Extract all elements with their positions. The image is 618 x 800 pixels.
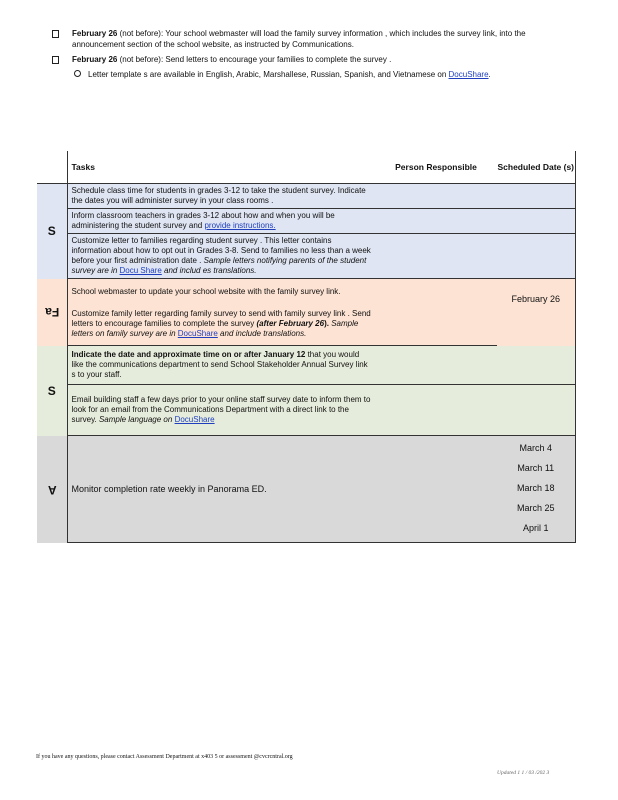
bullet-item — [52, 28, 562, 50]
phase-label: S — [37, 346, 67, 436]
table-row — [37, 234, 575, 279]
docushare-link[interactable]: DocuShare — [177, 329, 218, 338]
updated-date: Updated 1 1 / 03 /202 3 — [497, 770, 550, 776]
table-row — [37, 209, 575, 234]
task-cell: Monitor completion rate weekly in Panorama ED. — [67, 436, 375, 543]
task-cell: Indicate the date and approximate time on or after January 12 that you would like the communications department to send School Stakeholder Annual Survey link s to your staff. — [67, 346, 375, 385]
scheduled-date: March 18 — [516, 483, 555, 493]
table-row — [37, 299, 575, 346]
task-cell: School webmaster to update your school website with the family survey link. — [67, 279, 375, 300]
bullet-date: February 26 — [72, 55, 118, 64]
tasks-table — [37, 151, 576, 543]
task-cell: Schedule class time for students in grades 3-12 to take the student survey. Indicate the dates you will administer survey in your class rooms . — [67, 184, 375, 209]
table-row — [37, 184, 575, 209]
scheduled-dates — [497, 436, 575, 543]
sub-bullet-text: Letter template s are available in English, Arabic, Marshallese, Russian, Spanish, and Vietnamese on — [88, 70, 447, 79]
table-header-row — [37, 151, 575, 184]
docushare-link[interactable]: DocuShare — [174, 415, 215, 424]
provide-instructions-link[interactable]: provide instructions. — [204, 221, 276, 230]
docushare-link[interactable]: Docu Share — [119, 266, 162, 275]
table-row — [37, 346, 575, 385]
phase-label: A — [37, 436, 67, 543]
scheduled-date: March 4 — [519, 443, 552, 453]
table-row — [37, 385, 575, 436]
bullet-list — [52, 28, 562, 80]
sub-bullet-item — [52, 69, 562, 80]
bullet-date: February 26 — [72, 29, 118, 38]
header-tasks: Tasks — [67, 151, 375, 184]
scheduled-date: March 25 — [516, 503, 555, 513]
task-cell: Customize family letter regarding family survey to send with family survey link . Send letters to encourage families to complete the survey (after February 26). Sample letters on family survey are in DocuShare and include translations. — [67, 299, 375, 346]
footer-contact: If you have any questions, please contact Assessment Department at x403 5 or assessment @cvcrcntral.org — [36, 754, 293, 760]
header-date: Scheduled Date (s) — [497, 151, 575, 184]
scheduled-date: April 1 — [522, 523, 549, 533]
table-row — [37, 279, 575, 300]
bullet-text: (not before): Your school webmaster will load the family survey information , which includes the survey link, into the announcement section of the school website, as instructed by Communications. — [72, 29, 526, 49]
sub-bullet-tail: . — [488, 70, 491, 79]
task-cell: Inform classroom teachers in grades 3-12 about how and when you will be administering the student survey and provide instructions. — [67, 209, 375, 234]
task-cell: Email building staff a few days prior to your online staff survey date to inform them to look for an email from the Communications Department with a direct link to the survey. Sample language on DocuShare — [67, 385, 375, 436]
circle-bullet-icon — [74, 70, 81, 77]
square-bullet-icon — [52, 56, 59, 64]
square-bullet-icon — [52, 30, 59, 38]
phase-label: S — [37, 184, 67, 279]
scheduled-date: February 26 — [497, 279, 575, 346]
bullet-item — [52, 54, 562, 65]
bullet-text: (not before): Send letters to encourage your families to complete the survey . — [119, 55, 392, 64]
scheduled-date: March 11 — [517, 463, 555, 473]
header-person: Person Responsible — [375, 151, 497, 184]
phase-label: Fa — [37, 279, 67, 346]
task-cell: Customize letter to families regarding student survey . This letter contains information about how to opt out in Grades 3-8. Send to families no less than a week before your first administration date . Sample letters notifying parents of the student survey are in Docu Share and includ es translations. — [67, 234, 375, 279]
docushare-link[interactable]: DocuShare — [448, 70, 489, 79]
table-row — [37, 436, 575, 543]
